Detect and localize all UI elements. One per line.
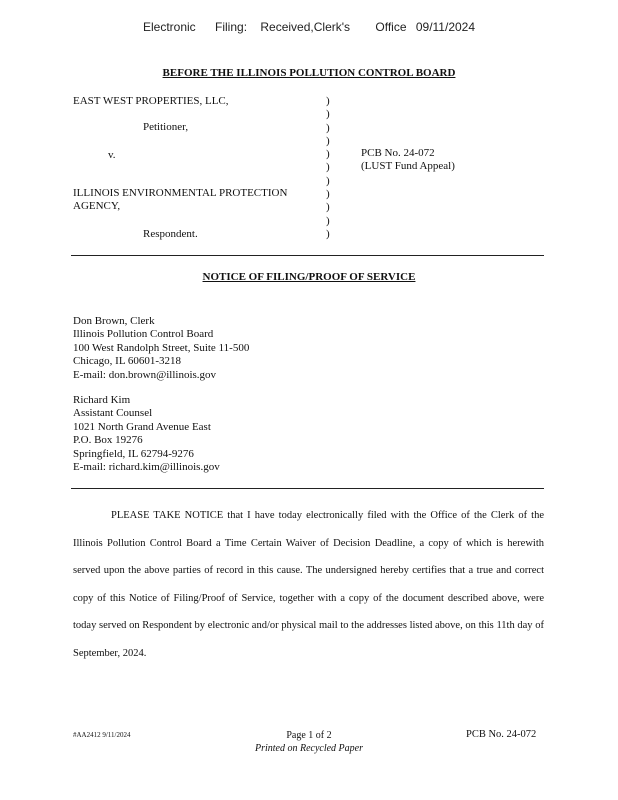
- respondent-name-line1: ILLINOIS ENVIRONMENTAL PROTECTION: [73, 187, 288, 199]
- address-line: Richard Kim: [73, 394, 131, 406]
- paren: ): [326, 214, 330, 227]
- paren: ): [326, 161, 330, 174]
- paren: ): [326, 95, 330, 107]
- petitioner-role: Petitioner,: [143, 121, 189, 133]
- address-line: Illinois Pollution Control Board: [73, 328, 214, 341]
- paren: ): [326, 188, 330, 201]
- stamp-date: 09/11/2024: [415, 20, 476, 34]
- paren: ): [326, 108, 330, 121]
- paren: ): [326, 134, 330, 147]
- case-number: PCB No. 24-072: [361, 147, 435, 159]
- respondent-role: Respondent.: [143, 228, 198, 240]
- divider-bottom: [71, 488, 544, 489]
- paren: ): [326, 174, 330, 187]
- footer-case-number: PCB No. 24-072: [466, 729, 537, 740]
- address-line: Assistant Counsel: [73, 407, 153, 420]
- petitioner-name: EAST WEST PROPERTIES, LLC,: [73, 95, 229, 107]
- stamp-word-electronic: Electronic: [142, 20, 196, 34]
- versus-label: v.: [108, 149, 116, 161]
- stamp-word-filing: Filing:: [215, 20, 248, 34]
- paren: ): [326, 227, 330, 240]
- recipient-counsel: [73, 394, 220, 474]
- stamp-word-received: Received,Clerk's: [260, 20, 351, 34]
- paren: ): [326, 201, 330, 214]
- stamp-word-office: Office: [375, 20, 407, 34]
- caption-paren-column: [326, 95, 330, 241]
- electronic-filing-stamp: [0, 20, 618, 34]
- address-line: 100 West Randolph Street, Suite 11-500: [73, 341, 250, 354]
- case-type: (LUST Fund Appeal): [361, 160, 455, 172]
- board-title: BEFORE THE ILLINOIS POLLUTION CONTROL BOARD: [162, 67, 456, 79]
- page-number: Page 1 of 2: [286, 730, 332, 741]
- notice-title: NOTICE OF FILING/PROOF OF SERVICE: [202, 271, 416, 283]
- address-line: Chicago, IL 60601-3218: [73, 355, 182, 368]
- divider-top: [71, 255, 544, 256]
- notice-body-paragraph: PLEASE TAKE NOTICE that I have today electronically filed with the Office of the Clerk of the Illinois Pollution Control Board a Time Certain Waiver of Decision Deadline, a copy of which is herewith served upon the above parties of record in this cause. The undersigned hereby certifies that a true and correct copy of this Notice of Filing/Proof of Service, together with a copy of the document described above, were today served on Respondent by electronic and/or physical mail to the addresses listed above, on this 11th day of September, 2024.: [73, 510, 544, 659]
- case-info: [361, 147, 455, 173]
- footer-doc-id: #AA2412 9/11/2024: [73, 731, 131, 739]
- address-email: E-mail: richard.kim@illinois.gov: [73, 461, 220, 474]
- recipient-clerk: [73, 315, 249, 382]
- address-line: 1021 North Grand Avenue East: [73, 420, 211, 433]
- paren: ): [326, 121, 330, 134]
- respondent-name-line2: AGENCY,: [73, 200, 121, 212]
- address-line: Springfield, IL 62794-9276: [73, 447, 194, 460]
- address-email: E-mail: don.brown@illinois.gov: [73, 368, 217, 381]
- recycled-note: Printed on Recycled Paper: [254, 743, 363, 754]
- address-line: Don Brown, Clerk: [73, 315, 155, 327]
- address-line: P.O. Box 19276: [73, 434, 143, 447]
- paren: ): [326, 148, 330, 161]
